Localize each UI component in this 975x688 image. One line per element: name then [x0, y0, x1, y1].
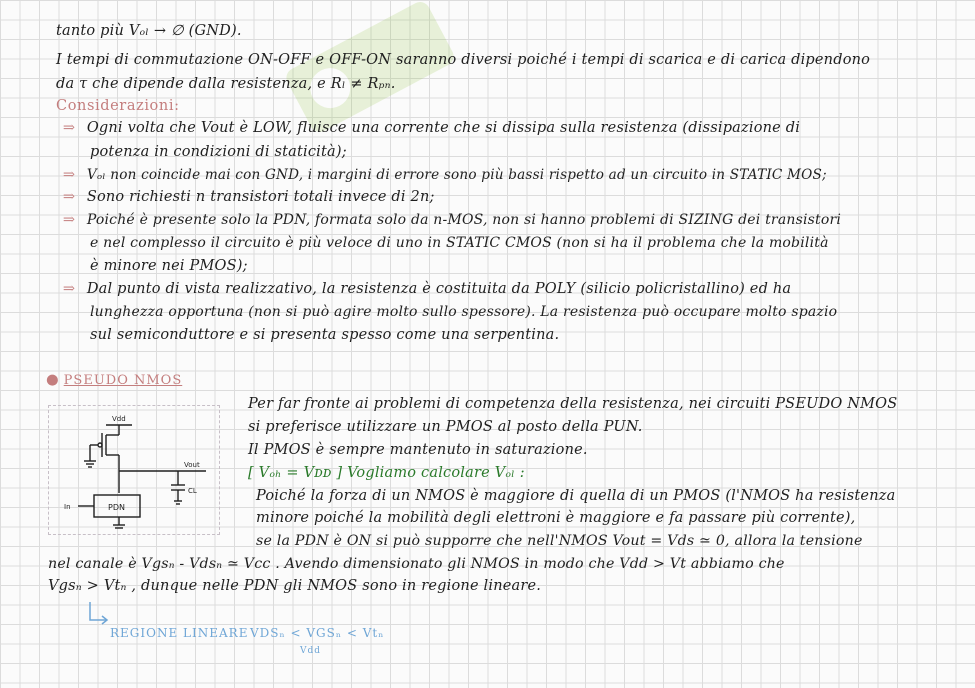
bullet-text: Sono richiesti n transistori totali invece di 2n; [86, 189, 435, 205]
bullet-continuation: potenza in condizioni di staticità); [90, 144, 347, 160]
note-label: REGIONE LINEARE [110, 626, 249, 640]
bullet-continuation: sul semiconduttore e si presenta spesso come una serpentina. [90, 327, 560, 343]
text-line-highlight: [ Vₒₕ = Vᴅᴅ ] Vogliamo calcolare Vₒₗ : [248, 465, 525, 481]
note-subscript: Vdd [300, 646, 322, 656]
bullet-continuation: è minore nei PMOS); [90, 258, 248, 274]
arrow-right-icon: ⇒ [62, 281, 76, 297]
input-label: In [64, 503, 71, 511]
section-title: PSEUDO NMOS [63, 373, 183, 388]
text-line: nel canale è Vgsₙ - Vdsₙ ≃ Vcc . Avendo dimensionato gli NMOS in modo che Vdd > Vt abbiamo che [48, 556, 785, 572]
bullet-dot-icon: ● [46, 372, 59, 388]
bullet-text: Poiché è presente solo la PDN, formata solo da n-MOS, non si hanno problemi di SIZING dei transistori [86, 212, 842, 228]
bullet-continuation: e nel complesso il circuito è più veloce di uno in STATIC CMOS (non si ha il problema che la mobilità [90, 235, 829, 251]
considerations-heading: Considerazioni: [56, 98, 180, 114]
text-line: da τ che dipende dalla resistenza, e Rₗ ≠ Rₚₙ. [56, 76, 396, 92]
text-line: minore poiché la mobilità degli elettroni è maggiore e fa passare più corrente), [256, 510, 856, 526]
bullet-item [56, 189, 435, 205]
capacitor-label: CL [188, 487, 197, 495]
bullet-continuation: lunghezza opportuna (non si può agire molto sullo spessore). La resistenza può occupare molto spazio [90, 304, 838, 320]
arrow-right-icon: ⇒ [62, 120, 76, 136]
text-line: Per far fronte ai problemi di competenza della resistenza, nei circuiti PSEUDO NMOS [248, 396, 898, 412]
bullet-text: Vₒₗ non coincide mai con GND, i margini di errore sono più bassi rispetto ad un circuito in STATIC MOS; [86, 167, 827, 183]
bullet-item [56, 167, 827, 183]
text-line: si preferisce utilizzare un PMOS al posto della PUN. [248, 419, 643, 435]
text-line: I tempi di commutazione ON-OFF e OFF-ON saranno diversi poiché i tempi di scarica e di carica dipendono [56, 52, 871, 68]
bullet-item [56, 212, 841, 228]
text-line: Vgsₙ > Vtₙ , dunque nelle PDN gli NMOS sono in regione lineare. [48, 578, 542, 594]
section-header [46, 372, 182, 388]
vdd-label: Vdd [112, 415, 126, 423]
note-formula: VDSₙ < VGSₙ < Vtₙ [250, 626, 385, 640]
arrow-right-icon: ⇒ [62, 212, 76, 228]
text-line: Il PMOS è sempre mantenuto in saturazione. [248, 442, 588, 458]
curved-arrow-icon [86, 600, 112, 628]
vout-label: Vout [184, 461, 200, 469]
bullet-text: Ogni volta che Vout è LOW, fluisce una corrente che si dissipa sulla resistenza (dissipazione di [86, 120, 801, 136]
text-line: se la PDN è ON si può supporre che nell'NMOS Vout = Vds ≃ 0, allora la tensione [256, 533, 863, 549]
text-line: tanto più Vₒₗ → ∅ (GND). [56, 23, 242, 39]
arrow-right-icon: ⇒ [62, 167, 76, 183]
arrow-right-icon: ⇒ [62, 189, 76, 205]
bullet-item [56, 120, 800, 136]
bullet-item [56, 281, 791, 297]
bullet-text: Dal punto di vista realizzativo, la resistenza è costituita da POLY (silicio policristallino) ed ha [86, 281, 792, 297]
pseudo-nmos-circuit [48, 405, 220, 535]
text-line: Poiché la forza di un NMOS è maggiore di quella di un PMOS (l'NMOS ha resistenza [256, 488, 896, 504]
pdn-label: PDN [108, 503, 125, 512]
